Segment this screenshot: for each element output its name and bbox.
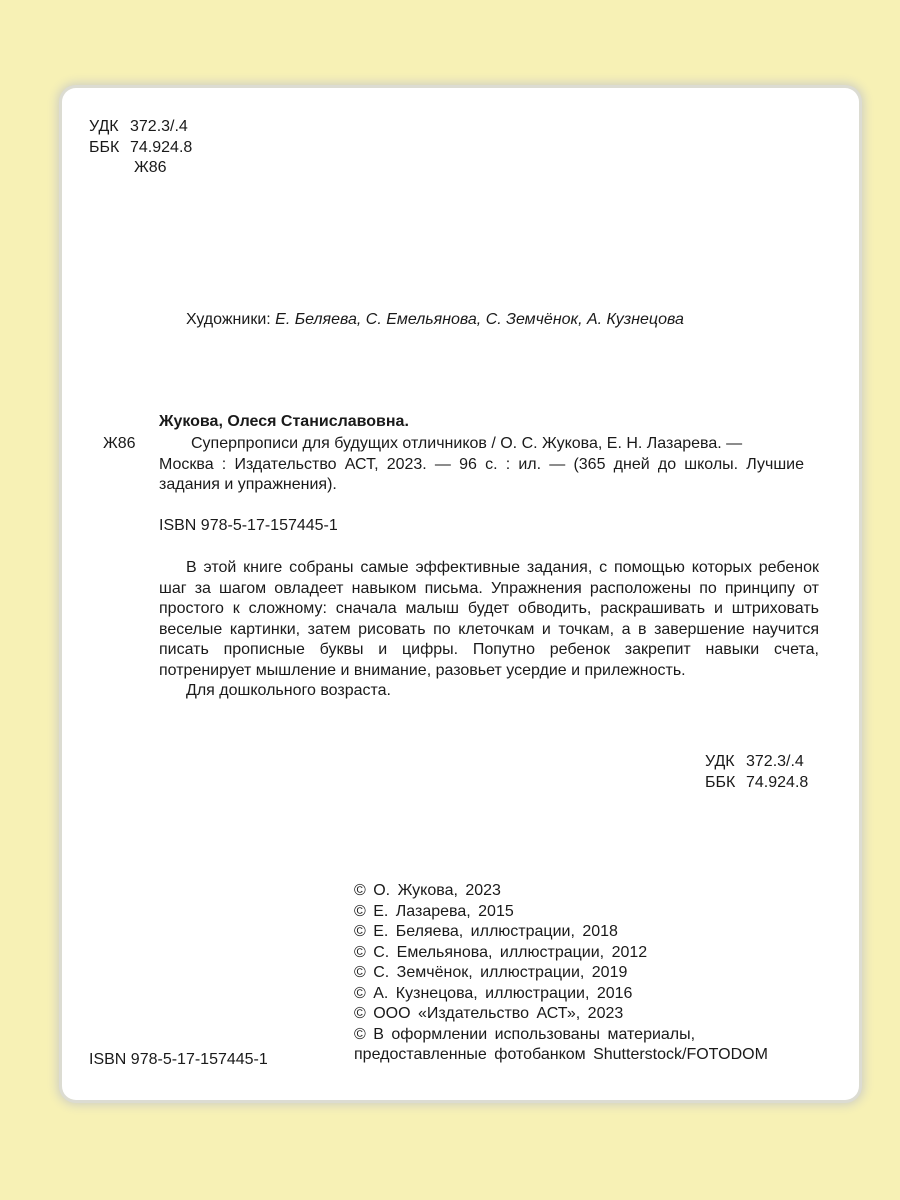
artists-credit [186,310,684,331]
copyright-line: © ООО «Издательство АСТ», 2023 [354,1005,624,1022]
copyright-line: © В оформлении использованы материалы, [354,1025,696,1043]
copyright-line: © Е. Беляева, иллюстрации, 2018 [354,923,618,940]
catalog-isbn: ISBN 978-5-17-157445-1 [159,517,338,534]
copyright-line: предоставленные фотобанком Shutterstock/FOTODOM [354,1046,768,1063]
bbk-label: ББК [89,138,120,156]
copyright-line: © С. Емельянова, иллюстрации, 2012 [354,943,648,961]
top-classification-codes [89,117,192,179]
bbk-label-bottom: ББК [705,773,736,791]
udk-label: УДК [89,118,119,135]
annotation [159,558,819,702]
artists-names: Е. Беляева, С. Емельянова, С. Земчёнок, А. Кузнецова [275,311,684,328]
catalog-author-mark: Ж86 [103,435,136,452]
bib-line-2: Москва : Издательство АСТ, 2023. — 96 с. : ил. — (365 дней до школы. Лучшие задания и упражнения). [159,455,804,493]
bottom-classification-codes [705,752,808,793]
udk-value: 372.3/.4 [130,118,188,135]
copyright-line: © О. Жукова, 2023 [354,882,501,899]
udk-value-bottom: 372.3/.4 [746,753,804,770]
imprint-page [62,88,859,1100]
copyright-line: © С. Земчёнок, иллюстрации, 2019 [354,964,628,981]
artists-label: Художники: [186,311,271,328]
annotation-audience: Для дошкольного возраста. [186,682,391,699]
bbk-value-bottom: 74.924.8 [746,773,809,791]
bbk-value: 74.924.8 [130,138,193,156]
catalog-author: Жукова, Олеся Станиславовна. [159,413,409,430]
copyright-block [354,881,768,1066]
author-mark: Ж86 [134,159,167,176]
copyright-line: © Е. Лазарева, 2015 [354,902,514,920]
bibliographic-description [159,434,804,496]
bib-line-1: Суперпрописи для будущих отличников / О. С. Жукова, Е. Н. Лазарева. — [191,435,743,452]
annotation-text: В этой книге собраны самые эффективные задания, с помощью которых ребенок шаг за шагом овладеет навыком письма. Упражнения расположены по принципу от простого к сложному: сначала малыш будет обводить, раскрашивать и штриховать веселые картинки, затем рисовать по клеточкам и точкам, а в завершение научится писать прописные буквы и цифры. Попутно ребенок закрепит навыки счета, потренирует мышление и внимание, разовьет усердие и прилежность. [159,559,819,679]
copyright-line: © А. Кузнецова, иллюстрации, 2016 [354,984,633,1002]
isbn-bottom: ISBN 978-5-17-157445-1 [89,1051,268,1068]
udk-label-bottom: УДК [705,753,735,770]
